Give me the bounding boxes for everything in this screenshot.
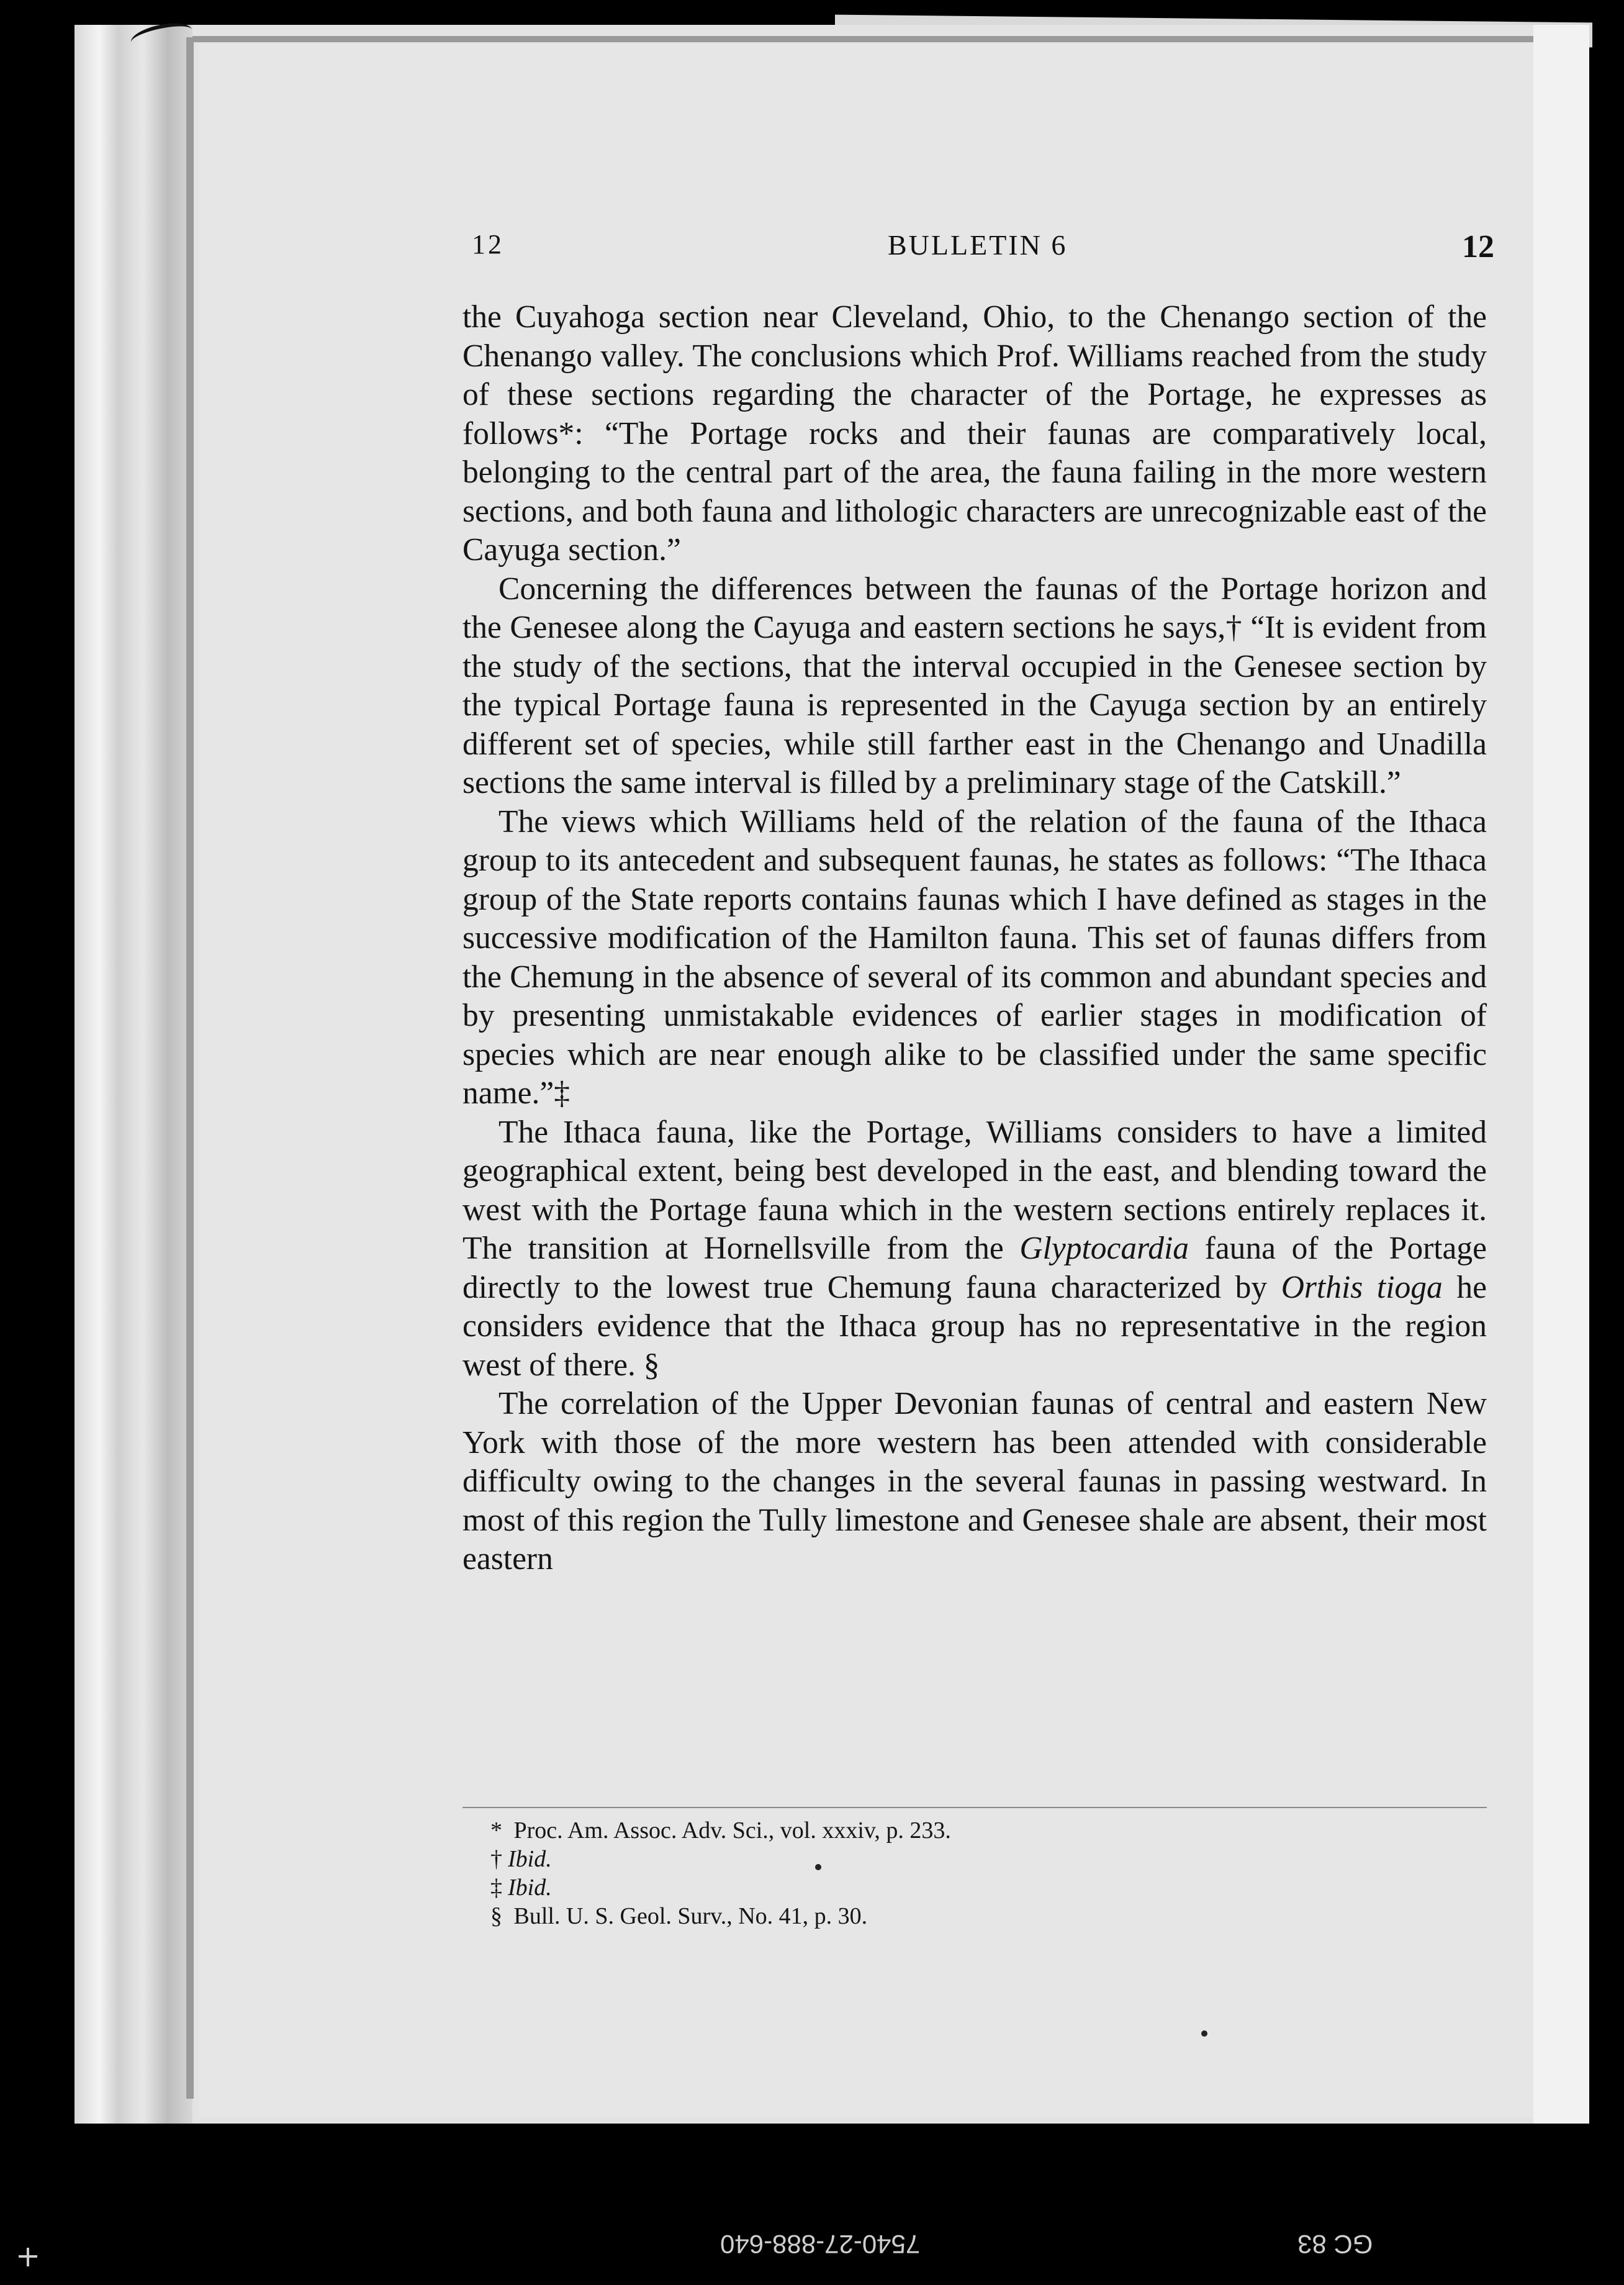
page-border-left xyxy=(186,37,194,2099)
paragraph-text: fauna of the Portage directly to the lowest true Chemung fauna characterized by xyxy=(462,1231,1487,1305)
footnote-text: Ibid. xyxy=(508,1846,552,1872)
paragraph: the Cuyahoga section near Cleveland, Ohio, to the Chenango section of the Chenango valley. The conclusions which Prof. Williams reached from the study of these sections regarding the character of the Portage, he expresses as follows*: “The Portage rocks and their faunas are comparatively local, belonging to the central part of the area, the fauna failing in the more western sections, and both fauna and lithologic characters are unrecognizable east of the Cayuga section.” xyxy=(462,299,1487,568)
footnote-mark: † xyxy=(490,1846,502,1872)
footnote-text: Proc. Am. Assoc. Adv. Sci., vol. xxxiv, p. 233. xyxy=(513,1817,951,1844)
paragraph: Concerning the differences between the faunas of the Portage horizon and the Genesee along the Cayuga and eastern sections he says,† “It is evident from the study of the sections, that the interval occupied in the Genesee section by the typical Portage fauna is represented in the Cayuga section by an entirely different set of species, while still farther east in the Chenango and Unadilla sections the same interval is filled by a preliminary stage of the Catskill.” xyxy=(462,571,1487,800)
footnote xyxy=(490,1873,1484,1902)
footnote-mark: * xyxy=(490,1817,502,1844)
paragraph-text: The Ithaca fauna, like the Portage, Williams considers to have a limited geographical extent, being best developed in the east, and blending toward the west with the Portage fauna which in the western sections entirely replaces it. The transition at Hornellsville from the xyxy=(462,1114,1487,1266)
footnote-text: Bull. U. S. Geol. Surv., No. 41, p. 30. xyxy=(513,1903,868,1929)
registration-mark xyxy=(19,2248,37,2266)
paragraph xyxy=(462,1113,1487,1385)
page-margin-right xyxy=(1533,25,1589,2124)
footnote-mark: ‡ xyxy=(490,1875,502,1901)
footnote-rule xyxy=(462,1807,1487,1808)
footnote xyxy=(490,1845,1484,1873)
body-text xyxy=(462,298,1487,1579)
page-header xyxy=(472,228,1494,266)
page-number-left: 12 xyxy=(472,229,504,260)
species-name: Orthis tioga xyxy=(1281,1269,1443,1305)
page-border-top xyxy=(192,36,1583,42)
dust-speck xyxy=(815,1864,821,1870)
stamp-code: GC 83 xyxy=(1297,2230,1373,2259)
paragraph: The views which Williams held of the relation of the fauna of the Ithaca group to its antecedent and subsequent faunas, he states as follows: “The Ithaca group of the State reports contains faunas which I have defined as stages in the successive modification of the Hamilton fauna. This set of faunas differs from the Chemung in the absence of several of its common and abundant species and by presenting unmistakable evidences of earlier stages in modification of species which are near enough alike to be classified under the same specific name.”‡ xyxy=(462,803,1487,1111)
paragraph-text: he considers evidence that the Ithaca group has no representative in the region west of there. § xyxy=(462,1269,1487,1383)
page-stack-edge xyxy=(74,25,192,2124)
dust-speck xyxy=(1201,2030,1207,2037)
paragraph: The correlation of the Upper Devonian faunas of central and eastern New York with those of the more western has been attended with considerable difficulty owing to the changes in the several faunas in passing westward. In most of this region the Tully limestone and Genesee shale are absent, their most eastern xyxy=(462,1386,1487,1577)
footnotes xyxy=(490,1816,1484,1930)
stamp-number: 7540-27-888-640 xyxy=(720,2230,921,2259)
footnote xyxy=(490,1902,1484,1930)
page-number-right: 12 xyxy=(1462,229,1494,265)
footnote xyxy=(490,1816,1484,1845)
footnote-mark: § xyxy=(490,1903,502,1929)
running-title: BULLETIN 6 xyxy=(888,229,1068,261)
footnote-text: Ibid. xyxy=(508,1875,552,1901)
genus-name: Glyptocardia xyxy=(1019,1231,1189,1266)
